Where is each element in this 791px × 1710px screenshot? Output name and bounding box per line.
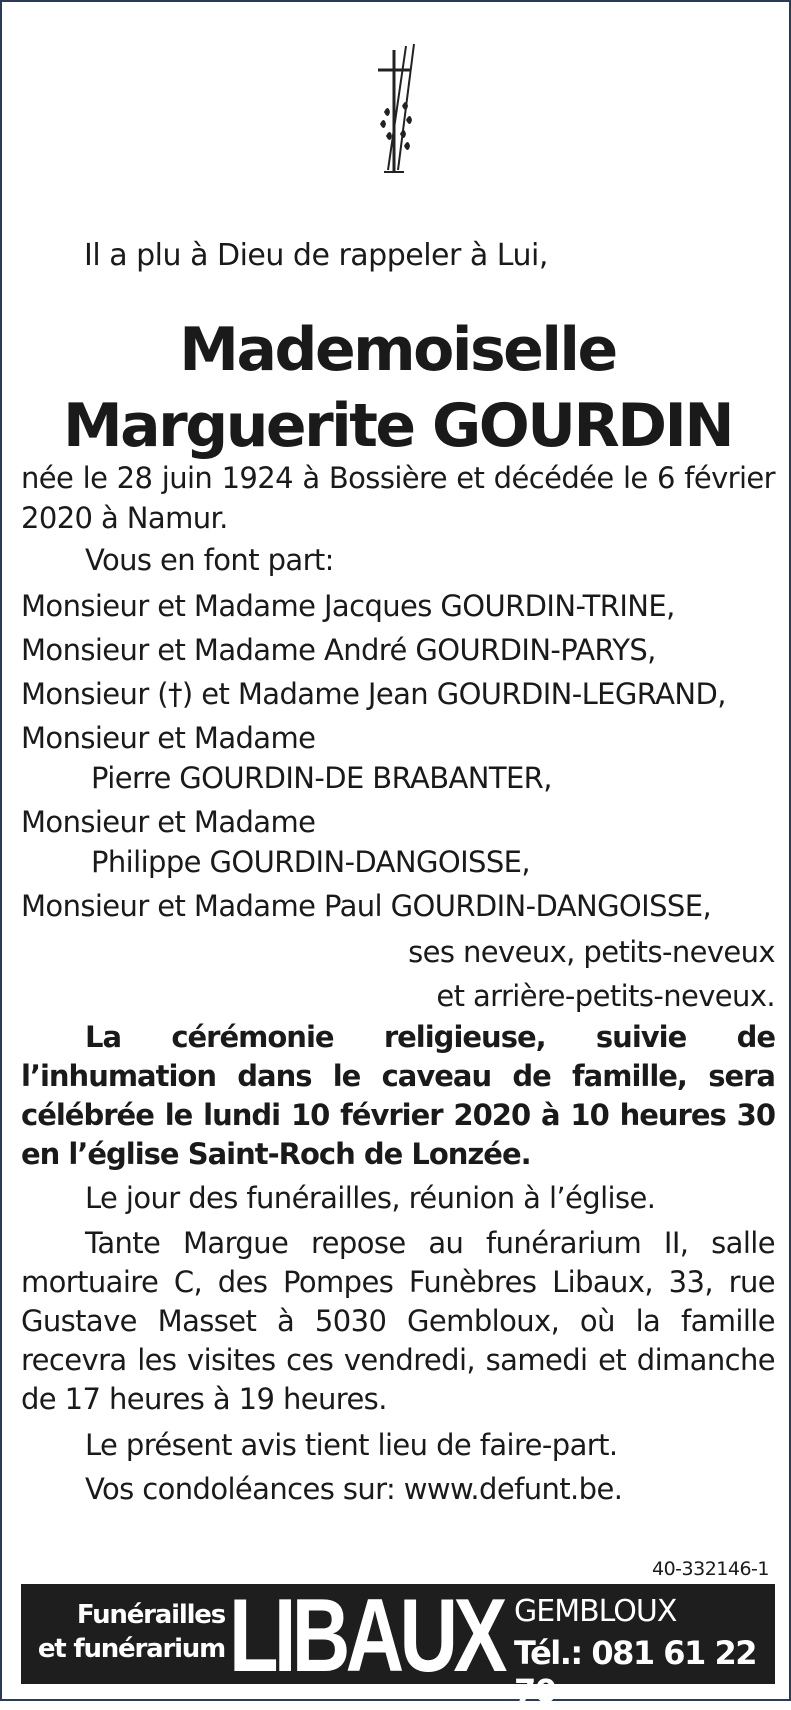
announce-text: Vous en font part: <box>85 543 334 577</box>
family-line: Monsieur et Madame Paul GOURDIN-DANGOISSE, <box>21 889 712 923</box>
cross-with-wheat-icon <box>370 42 426 192</box>
family-line: et arrière-petits-neveux. <box>436 979 775 1013</box>
condolences-text: Vos condoléances sur: www.defunt.be. <box>85 1472 623 1506</box>
brand-logo: LIBAUX <box>229 1578 503 1694</box>
name-full: Marguerite GOURDIN <box>62 391 733 461</box>
funeral-home-banner <box>21 1578 775 1710</box>
banner-phone: Tél.: 081 61 22 70 <box>514 1634 756 1710</box>
banner-services-line1: Funérailles <box>76 1600 225 1630</box>
reference-number: 40-332146-1 <box>651 1558 769 1580</box>
family-line: ses neveux, petits-neveux <box>408 935 775 969</box>
family-line: Pierre GOURDIN-DE BRABANTER, <box>91 761 552 795</box>
birth-text: née le 28 juin 1924 à Bossière et décédée le 6 février 2020 à Namur. <box>21 461 775 535</box>
family-line: Monsieur (†) et Madame Jean GOURDIN-LEGRAND, <box>21 677 726 711</box>
notice-text: Le présent avis tient lieu de faire-part. <box>85 1428 618 1462</box>
family-line: Monsieur et Madame <box>21 721 316 755</box>
family-line: Philippe GOURDIN-DANGOISSE, <box>91 845 530 879</box>
family-line: Monsieur et Madame André GOURDIN-PARYS, <box>21 633 656 667</box>
body-text <box>21 458 775 1509</box>
family-line: Monsieur et Madame Jacques GOURDIN-TRINE, <box>21 589 675 623</box>
banner-services <box>25 1598 225 1666</box>
intro-text: Il a plu à Dieu de rappeler à Lui, <box>84 238 548 273</box>
banner-city: GEMBLOUX <box>514 1594 677 1629</box>
banner-services-line2: et funérarium <box>37 1634 225 1664</box>
deceased-name <box>2 312 791 464</box>
ceremony-text: La cérémonie religieuse, suivie de l’inhumation dans le caveau de famille, sera célébrée le lundi 10 février 2020 à 10 heures 30 en l’église Saint-Roch de Lonzée. <box>21 1020 775 1171</box>
name-title: Mademoiselle <box>179 315 616 385</box>
rest-text: Tante Margue repose au funérarium II, salle mortuaire C, des Pompes Funèbres Libaux, 33, rue Gustave Masset à 5030 Gembloux, où la famille recevra les visites ces vendredi, samedi et dimanche de 17 heures à 19 heures. <box>21 1226 775 1416</box>
family-line: Monsieur et Madame <box>21 805 316 839</box>
reunion-text: Le jour des funérailles, réunion à l’église. <box>85 1181 656 1215</box>
